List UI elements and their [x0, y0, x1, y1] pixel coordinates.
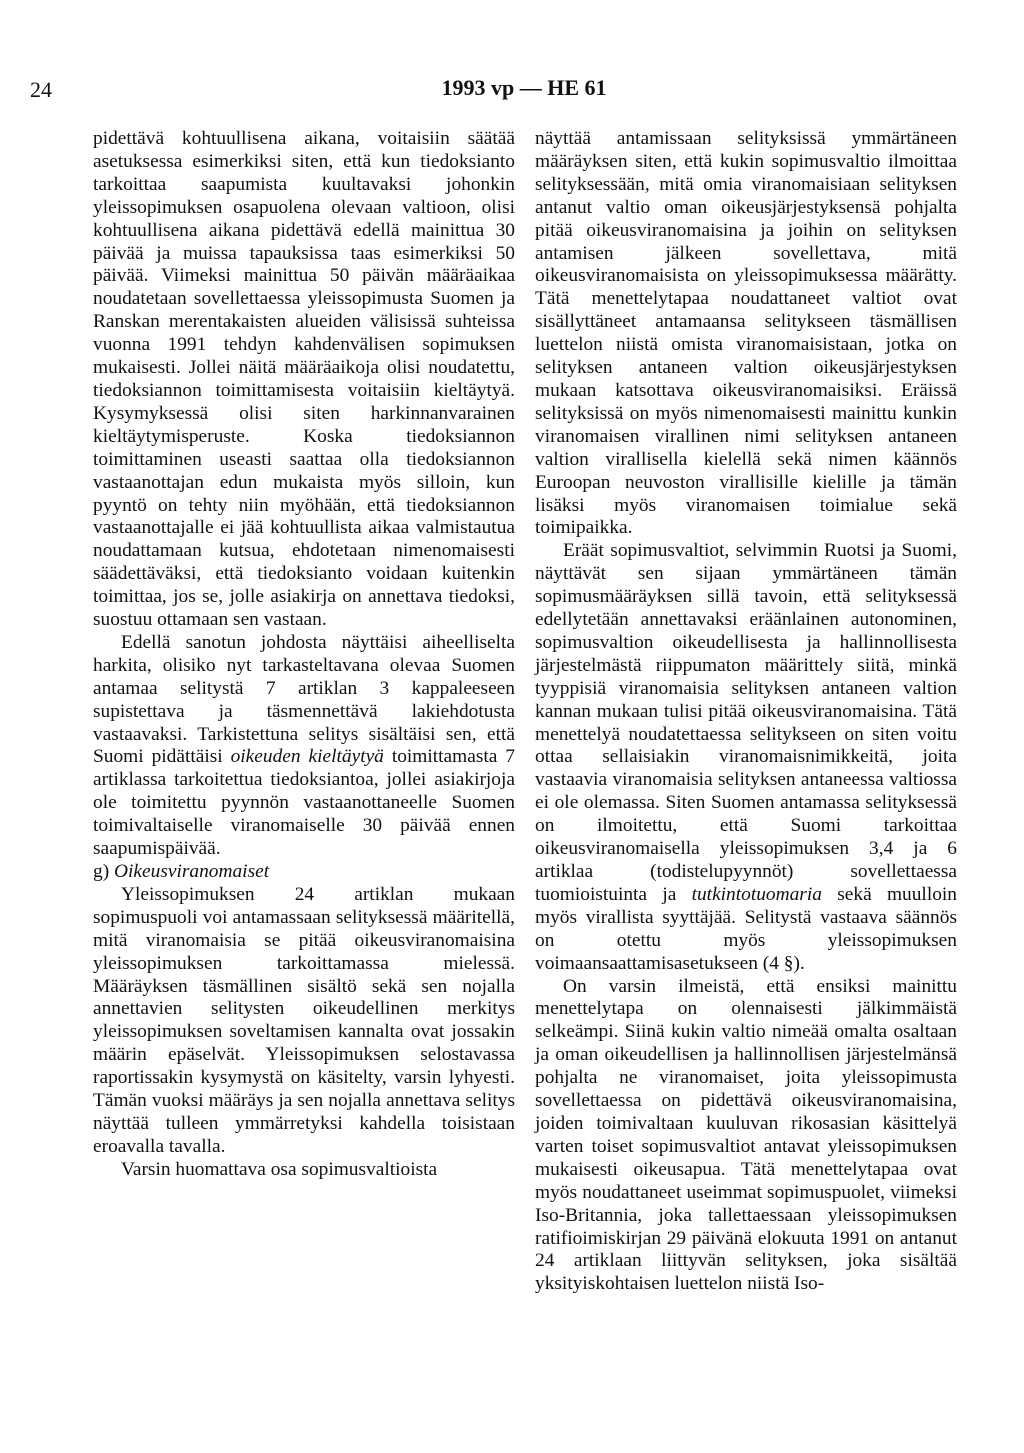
running-header: 1993 vp — HE 61: [441, 75, 607, 100]
left-column: [93, 128, 515, 1182]
left-paragraph-2-text-b: toimittamasta 7 artiklassa tarkoitettua tiedoksiantoa, jollei asiakirjoja ole toimitettu pyynnön vastaanottaneelle Suomen toimivaltaiselle viranomaiselle 30 päivää ennen saapumispäivää.: [93, 746, 515, 860]
left-paragraph-1: pidettävä kohtuullisena aikana, voitaisiin säätää asetuksessa esimerkiksi siten, että kun tiedoksianto tarkoittaa saapumista kuultavaksi johonkin yleissopimuksen osapuolena olevaan valtioon, olisi kohtuullisena aikana pidettävä edellä mainittua 30 päivää ja muissa tapauksissa taas esimerkiksi 50 päivää. Viimeksi mainittua 50 päivän määräaikaa noudatetaan sovellettaessa yleissopimusta Suomen ja Ranskan merentakaisten alueiden välisissä suhteissa vuonna 1991 tehdyn kahdenvälisen sopimuksen mukaisesti. Jollei näitä määräaikoja olisi noudatettu, tiedoksiannon toimittamisesta voitaisiin kieltäytyä. Kysymyksessä olisi siten harkinnanvarainen kieltäytymisperuste. Koska tiedoksiannon toimittaminen useasti saattaa olla tiedoksiannon vastaanottajan edun mukaista myös silloin, kun pyyntö on tehty niin myöhään, että tiedoksiannon vastaanottajalle ei jää kohtuullista aikaa valmistautua noudattamaan kutsua, ehdotetaan nimenomaisesti säädettäväksi, että tiedoksianto voidaan kuitenkin toimittaa, jos se, jolle asiakirja on annettava tiedoksi, suostuu ottamaan sen vastaan.: [93, 128, 515, 631]
section-heading-g: [93, 861, 515, 884]
page-number: 24: [30, 77, 52, 102]
right-paragraph-2-text-b: sekä muulloin myös virallista syyttäjää. Selitystä vastaava säännös on otettu myös yleissopimuksen voimaansaattamisasetukseen (4 §).: [535, 883, 957, 974]
section-heading-letter: g): [93, 861, 110, 882]
right-paragraph-2-emphasis: tutkintotuomaria: [691, 883, 822, 905]
left-paragraph-4: Varsin huomattava osa sopimusvaltioista: [121, 1158, 438, 1180]
left-paragraph-2-emphasis: oikeuden kieltäytyä: [230, 746, 384, 768]
right-paragraph-1: näyttää antamissaan selityksissä ymmärtäneen määräyksen siten, että kukin sopimusvaltio ilmoittaa selityksessään, mitä omia viranomaisiaan selityksen antanut valtio oman oikeusjärjestyksensä pohjalta pitää oikeusviranomaisina ja joihin on selityksen antamisen jälkeen sovellettava, mitä oikeusviranomaisista on yleissopimuksessa määrätty. Tätä menettelytapaa noudattaneet valtiot ovat sisällyttäneet antamaansa selitykseen täsmällisen luettelon niistä omista viranomaisistaan, jotka on selityksen antaneen valtion oikeusjärjestyksen mukaan katsottava oikeusviranomaisiksi. Eräissä selityksissä on myös nimenomaisesti mainittu kunkin viranomaisen virallinen nimi selityksen antaneen valtion virallisella kielellä sekä nimen käännös Euroopan neuvoston virallisille kielille ja tämän lisäksi myös viranomaisen toimialue sekä toimipaikka.: [535, 128, 957, 539]
right-paragraph-3: On varsin ilmeistä, että ensiksi mainittu menettelytapa on olennaisesti jälkimmäistä selkeämpi. Siinä kukin valtio nimeää omalta osaltaan ja oman oikeudellisen ja hallinnollisen järjestelmänsä pohjalta ne viranomaiset, joita yleissopimusta sovellettaessa on pidettävä oikeusviranomaisina, joiden toimivaltaan kuuluvan rikosasian käsittelyä varten toiset sopimusvaltiot antavat yleissopimuksen mukaisesti oikeusapua. Tätä menettelytapaa ovat myös noudattaneet useimmat sopimuspuolet, viimeksi Iso-Britannia, joka tallettaessaan yleissopimuksen ratifioimiskirjan 29 päivänä elokuuta 1991 on antanut 24 artiklaan liittyvän selityksen, joka sisältää yksityiskohtaisen luettelon niistä Iso-: [535, 975, 957, 1295]
left-paragraph-2-text-a: Edellä sanotun johdosta näyttäisi aiheelliselta harkita, olisiko nyt tarkasteltavana olevaa Suomen antamaa selitystä 7 artiklan 3 kappaleeseen supistettava ja täsmennettävä lakiehdotusta vastaavaksi. Tarkistettuna selitys sisältäisi sen, että Suomi pidättäisi: [93, 631, 515, 768]
left-paragraph-2: [93, 632, 515, 861]
right-paragraph-2-text-a: Eräät sopimusvaltiot, selvimmin Ruotsi ja Suomi, näyttävät sen sijaan ymmärtäneen tämän sopimusmääräyksen sillä tavoin, että selityksessä edellytetään annettavaksi eräänlainen autonominen, sopimusvaltion oikeudellisesta ja hallinnollisesta järjestelmästä riippumaton määrittely siitä, minkä tyyppisiä viranomaisia selityksen antaneen valtion kannan mukaan tulisi pitää oikeusviranomaisina. Tätä menettelyä noudatettaessa selitykseen on siten voitu ottaa sellaisiakin viranomaisnimikkeitä, joita vastaavia viranomaisia selityksen antaneessa valtiossa ei ole olemassa. Siten Suomen antamassa selityksessä on ilmoitettu, että Suomi tarkoittaa oikeusviranomaisella yleissopimuksen 3,4 ja 6 artiklaa (todistelupyynnöt) sovellettaessa tuomioistuinta ja: [535, 540, 957, 905]
left-paragraph-3: Yleissopimuksen 24 artiklan mukaan sopimuspuoli voi antamassaan selityksessä määritellä, mitä viranomaisia se pitää oikeusviranomaisina yleissopimuksen tarkoittamassa mielessä. Määräyksen täsmällinen sisältö sekä sen nojalla annettavien selitysten oikeudellinen merkitys yleissopimuksen soveltamisen kannalta ovat jossakin määrin epäselvät. Yleissopimuksen selostavassa raportissakin kysymystä on käsitelty, varsin lyhyesti. Tämän vuoksi määräys ja sen nojalla annettava selitys näyttää tulleen ymmärretyksi kahdella toisistaan eroavalla tavalla.: [93, 883, 515, 1157]
section-heading-title: Oikeusviranomaiset: [114, 861, 270, 882]
right-column: [535, 128, 957, 1296]
right-paragraph-2: [535, 540, 957, 975]
